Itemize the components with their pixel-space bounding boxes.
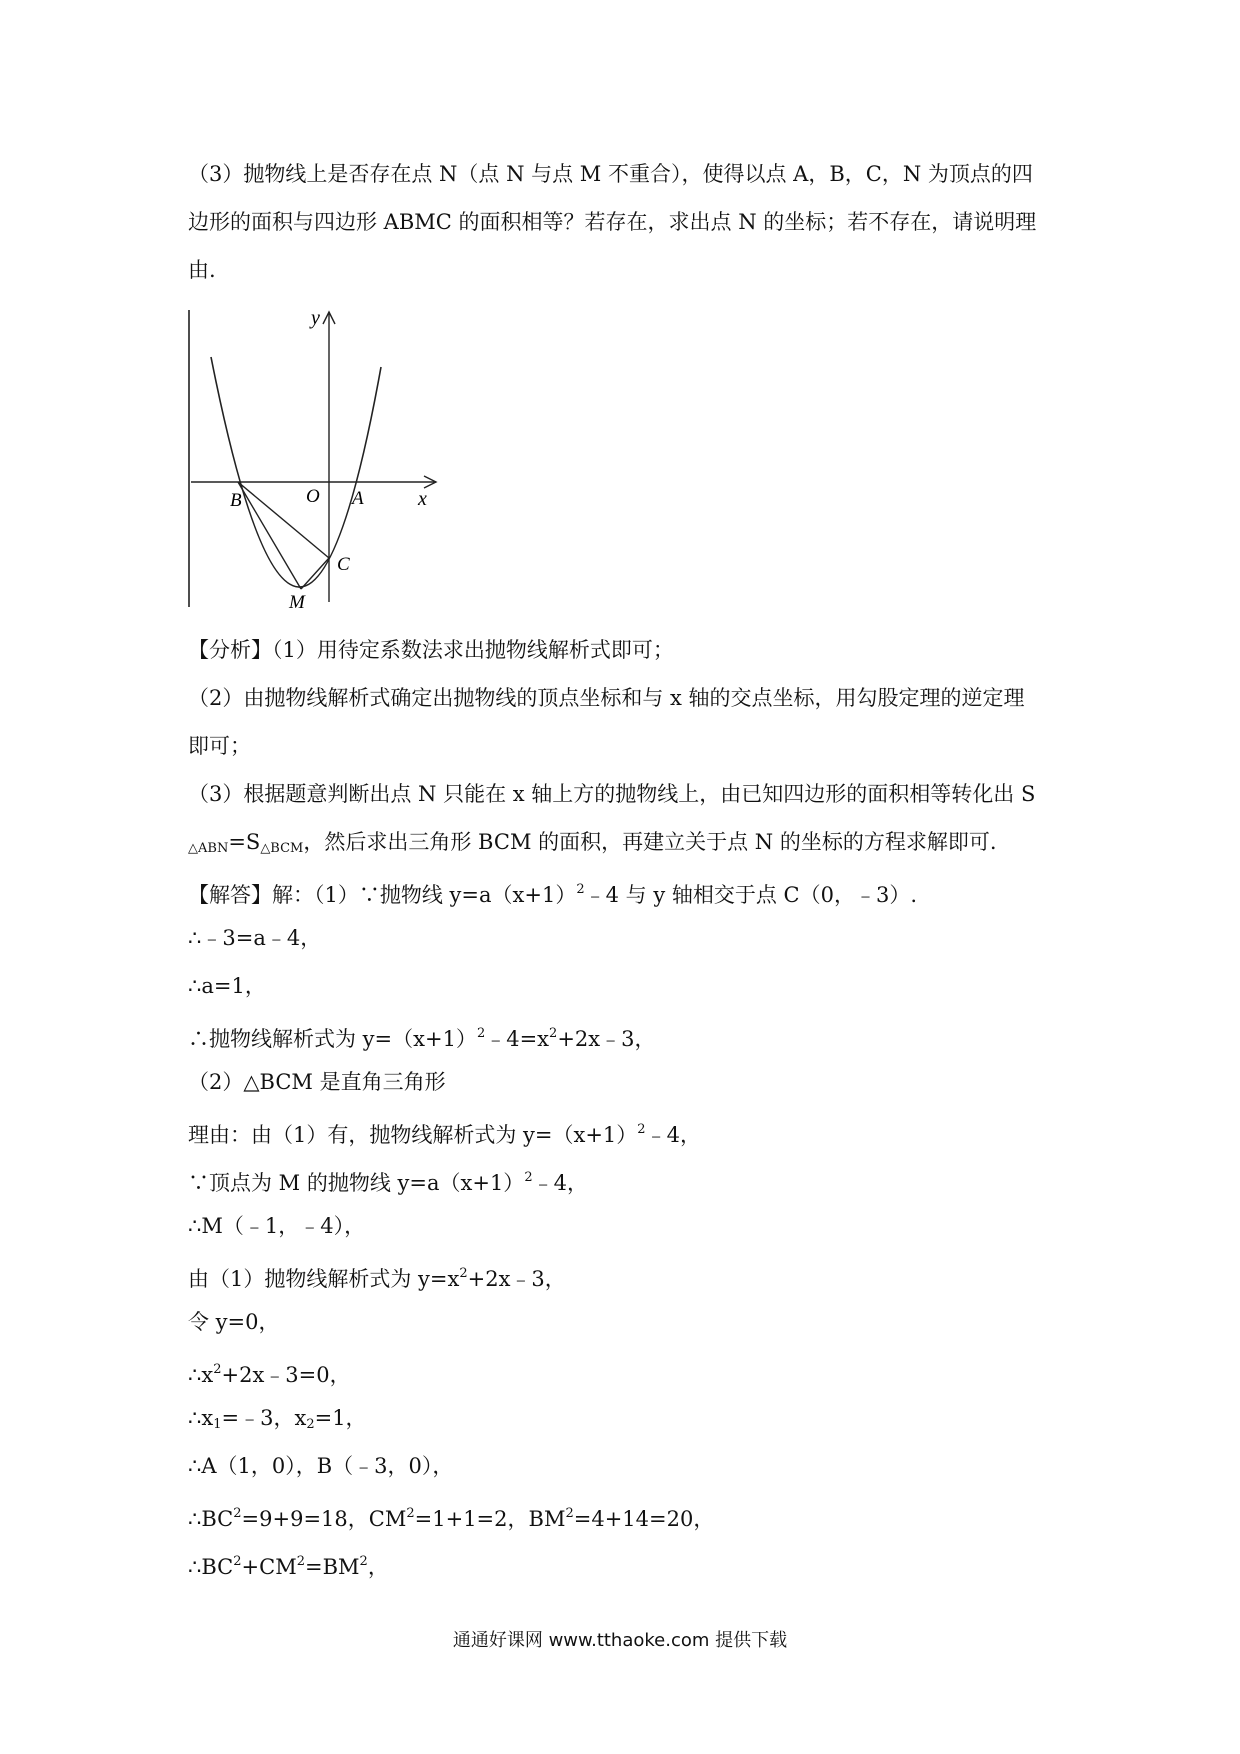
s15d: 2 — [296, 1554, 305, 1569]
s15c: +CM — [241, 1555, 297, 1579]
solution-s8: ∴M（﹣1，﹣4）， — [188, 1214, 366, 1238]
question-line-1: （3）抛物线上是否存在点 N（点 N 与点 M 不重合），使得以点 A，B，C，N 为顶点的四 — [188, 162, 1033, 186]
s11b: 2 — [213, 1362, 222, 1377]
s14c: =9+9=18，CM — [241, 1507, 407, 1531]
s4c: ﹣4=x — [485, 1027, 550, 1051]
solution-s12 — [188, 1394, 1068, 1449]
page-footer: 通通好课网 www.tthaoke.com 提供下载 — [452, 1630, 788, 1651]
s12b: 1 — [213, 1417, 222, 1432]
s1a: 解：（1）∵抛物线 y=a（x+1） — [272, 883, 577, 907]
solution-s2: ∴﹣3=a﹣4， — [188, 926, 322, 950]
s12d: 2 — [306, 1417, 315, 1432]
x-axis-label: x — [418, 488, 427, 510]
point-C-label: C — [337, 554, 350, 575]
s7c: ﹣4， — [532, 1171, 588, 1195]
s12c: =﹣3，x — [221, 1406, 307, 1430]
s14b: 2 — [233, 1506, 242, 1521]
s15f: 2 — [359, 1554, 368, 1569]
s9c: +2x﹣3， — [467, 1267, 566, 1291]
analysis-p3b-eq: =S — [228, 830, 261, 854]
analysis-p2a: （2）由抛物线解析式确定出抛物线的顶点坐标和与 x 轴的交点坐标，用勾股定理的逆定理 — [188, 686, 1025, 710]
s6c: ﹣4， — [645, 1123, 701, 1147]
segment-BM — [238, 482, 301, 589]
solution-s1 — [188, 866, 1068, 919]
s15b: 2 — [233, 1554, 242, 1569]
solution-heading: 【解答】 — [188, 883, 272, 907]
s12e: =1， — [314, 1406, 367, 1430]
solution-s13: ∴A（1，0），B（﹣3，0）， — [188, 1454, 454, 1478]
analysis-p1 — [188, 626, 1068, 674]
s9a: 由（1）抛物线解析式为 y=x — [188, 1267, 460, 1291]
s14a: ∴BC — [188, 1507, 234, 1531]
subscript-bcm: △BCM — [260, 841, 304, 856]
s1c: ﹣4 与 y 轴相交于点 C（0，﹣3）. — [584, 883, 917, 907]
solution-s9 — [188, 1250, 1068, 1303]
solution-s5: （2）△BCM 是直角三角形 — [188, 1070, 446, 1094]
s15e: =BM — [305, 1555, 360, 1579]
y-axis-label: y — [311, 307, 320, 329]
s14f: 2 — [565, 1506, 574, 1521]
parabola-curve — [211, 357, 381, 587]
s6b: 2 — [637, 1122, 646, 1137]
s4d: 2 — [549, 1026, 558, 1041]
solution-s15 — [188, 1538, 1068, 1591]
solution-s10: 令 y=0， — [188, 1310, 280, 1334]
solution-s3: ∴a=1， — [188, 974, 266, 998]
s6a: 理由：由（1）有，抛物线解析式为 y=（x+1） — [188, 1123, 638, 1147]
segment-MC — [301, 558, 329, 589]
s12a: ∴x — [188, 1406, 214, 1430]
solution-s4 — [188, 1010, 1068, 1063]
analysis-p3b — [188, 818, 1068, 873]
question-line-3: 由. — [188, 258, 216, 282]
question-line-2: 边形的面积与四边形 ABMC 的面积相等？若存在，求出点 N 的坐标；若不存在，请说明理 — [188, 210, 1037, 234]
s4b: 2 — [476, 1026, 486, 1041]
analysis-p3a: （3）根据题意判断出点 N 只能在 x 轴上方的抛物线上，由已知四边形的面积相等转化出 S — [188, 782, 1036, 806]
analysis-p2b: 即可； — [188, 734, 251, 758]
analysis-heading: 【分析】 — [188, 638, 272, 662]
s14e: =1+1=2，BM — [414, 1507, 566, 1531]
origin-label: O — [306, 486, 320, 507]
parabola-figure — [186, 302, 446, 612]
s7b: 2 — [524, 1170, 533, 1185]
s11a: ∴x — [188, 1363, 214, 1387]
s11c: +2x﹣3=0， — [221, 1363, 351, 1387]
s14d: 2 — [406, 1506, 415, 1521]
analysis-p1-text: （1）用待定系数法求出抛物线解析式即可； — [272, 638, 674, 662]
s15a: ∴BC — [188, 1555, 234, 1579]
s4e: +2x﹣3， — [557, 1027, 656, 1051]
subscript-abn: △ABN — [188, 841, 229, 856]
analysis-p3b-rest: ，然后求出三角形 BCM 的面积，再建立关于点 N 的坐标的方程求解即可. — [303, 830, 997, 854]
s7a: ∵顶点为 M 的抛物线 y=a（x+1） — [188, 1171, 525, 1195]
solution-s7 — [188, 1154, 1068, 1207]
solution-s14 — [188, 1490, 1068, 1543]
s15g: ， — [367, 1555, 389, 1579]
s1b: 2 — [576, 882, 585, 897]
s9b: 2 — [459, 1266, 468, 1281]
point-B-label: B — [230, 490, 242, 511]
point-A-label: A — [352, 488, 364, 509]
solution-s6 — [188, 1106, 1068, 1159]
parabola-diagram — [186, 302, 446, 612]
solution-s11 — [188, 1346, 1068, 1399]
point-M-label: M — [289, 592, 305, 612]
s4a: ∴抛物线解析式为 y=（x+1） — [188, 1027, 477, 1051]
s14g: =4+14=20， — [573, 1507, 715, 1531]
